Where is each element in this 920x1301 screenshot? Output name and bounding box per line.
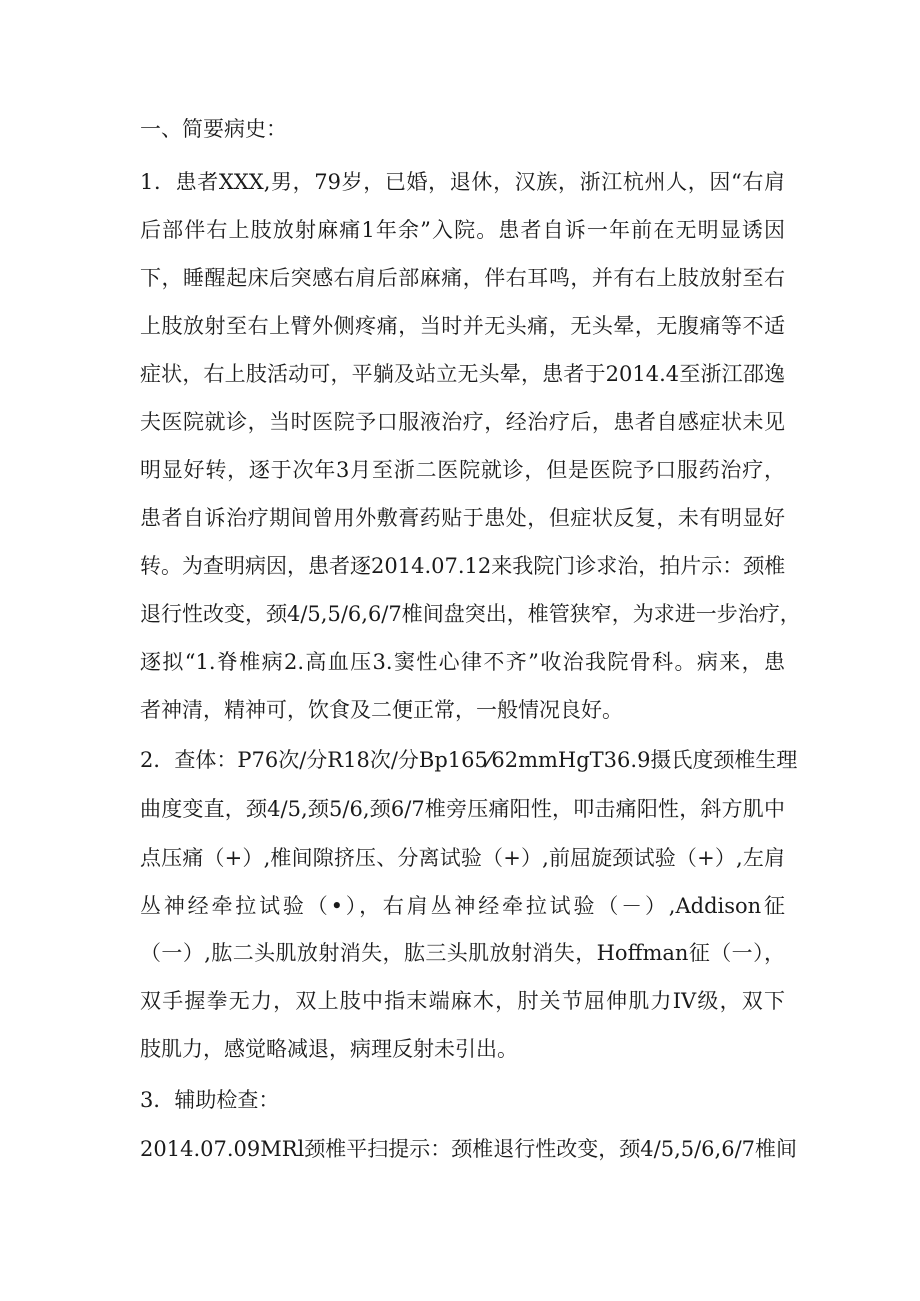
history-line-8: 患者自诉治疗期间曾用外敷膏药贴于患处，但症状反复，未有明显好 xyxy=(140,506,785,530)
history-line-5: 症状，右上肢活动可，平躺及站立无头晕，患者于2014.4至浙江邵逸 xyxy=(140,362,785,386)
exam-line-1: 2．查体：P76次/分R18次/分Bp165⁄62mmHgT36.9摄氏度颈椎生理 xyxy=(140,748,798,772)
aux-exam-line-1: 2014.07.09MRl颈椎平扫提示：颈椎退行性改变，颈4/5,5/6,6/7椎间 xyxy=(140,1137,798,1161)
history-line-3: 下，睡醒起床后突感右肩后部麻痛，伴右耳鸣，并有右上肢放射至右 xyxy=(140,266,785,290)
exam-line-5: （一）,肱二头肌放射消失，肱三头肌放射消失，Hoffman征（一）， xyxy=(140,941,785,965)
history-line-12: 者神清，精神可，饮食及二便正常，一般情况良好。 xyxy=(140,698,623,722)
history-line-6: 夫医院就诊，当时医院予口服液治疗，经治疗后，患者自感症状未见 xyxy=(140,410,785,434)
aux-exam-heading: 3．辅助检查： xyxy=(140,1088,280,1112)
history-line-4: 上肢放射至右上臂外侧疼痛，当时并无头痛，无头晕，无腹痛等不适 xyxy=(140,314,785,338)
exam-line-3: 点压痛（+）,椎间隙挤压、分离试验（+）,前屈旋颈试验（+）,左肩 xyxy=(140,846,785,870)
exam-line-7: 肢肌力，感觉略减退，病理反射未引出。 xyxy=(140,1037,518,1061)
history-line-11: 逐拟“1.脊椎病2.高血压3.窦性心律不齐”收治我院骨科。病来，患 xyxy=(140,650,785,674)
section-heading: 一、简要病史： xyxy=(140,117,287,141)
history-line-9: 转。为查明病因，患者逐2014.07.12来我院门诊求治，拍片示：颈椎 xyxy=(140,554,786,578)
history-line-1: 1．患者XXX,男，79岁，已婚，退休，汉族，浙江杭州人，因“右肩 xyxy=(140,170,785,194)
exam-line-2: 曲度变直，颈4/5,颈5/6,颈6/7椎旁压痛阳性，叩击痛阳性，斜方肌中 xyxy=(140,797,785,821)
history-line-7: 明显好转，逐于次年3月至浙二医院就诊，但是医院予口服药治疗， xyxy=(140,458,785,482)
exam-line-6: 双手握拳无力，双上肢中指末端麻木，肘关节屈伸肌力IV级，双下 xyxy=(140,989,785,1013)
history-line-10: 退行性改变，颈4/5,5/6,6/7椎间盘突出，椎管狭窄，为求进一步治疗， xyxy=(140,602,801,626)
exam-line-4: 丛神经牵拉试验（•），右肩丛神经牵拉试验（－）,Addison征 xyxy=(140,894,785,918)
history-line-2: 后部伴右上肢放射麻痛1年余”入院。患者自诉一年前在无明显诱因 xyxy=(140,218,785,242)
